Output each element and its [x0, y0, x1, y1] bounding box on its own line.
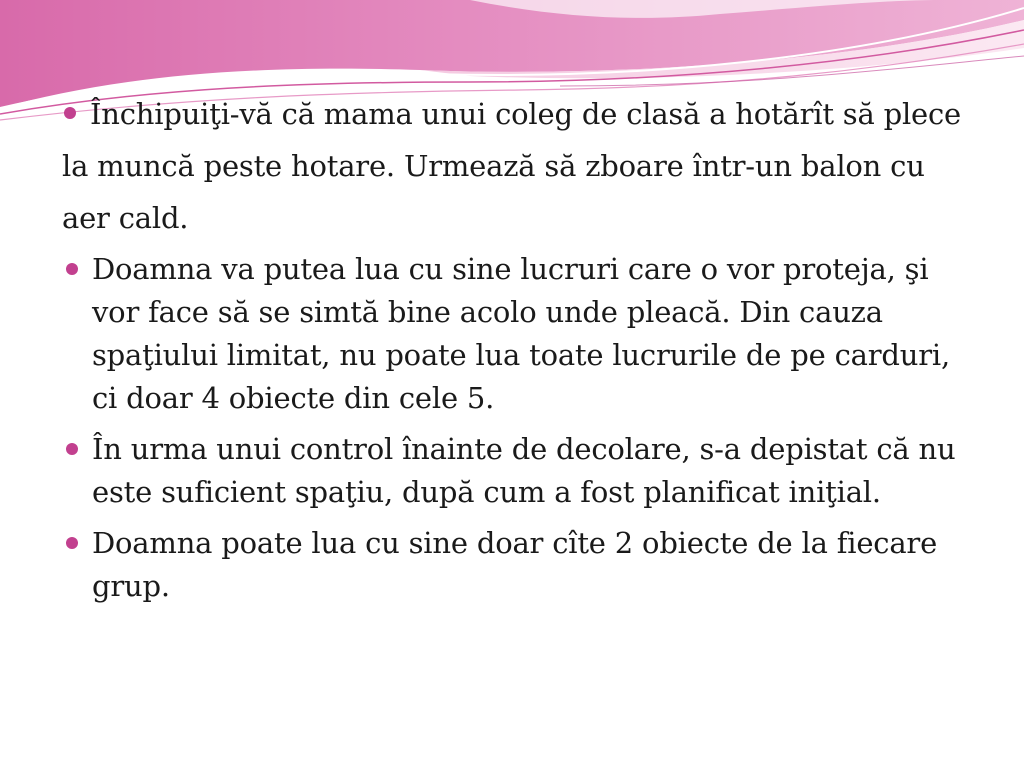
list-item — [62, 248, 962, 420]
list-item — [62, 522, 962, 608]
bullet-icon — [64, 107, 76, 119]
bullet-icon — [66, 263, 78, 275]
bullet-icon — [66, 537, 78, 549]
list-item-text: Doamna va putea lua cu sine lucruri care o vor proteja, şi vor face să se simtă bine acolo unde pleacă. Din cauza spaţiului limitat, nu poate lua toate lucrurile de pe carduri, ci doar 4 obiecte din cele 5. — [92, 252, 950, 415]
list-item-text: În urma unui control înainte de decolare, s-a depistat că nu este suficient spaţiu, după cum a fost planificat iniţial. — [92, 432, 956, 509]
intro-paragraph — [62, 88, 962, 244]
slide-body — [62, 88, 962, 616]
intro-text: Închipuiţi-vă că mama unui coleg de clasă a hotărît să plece la muncă peste hotare. Urmează să zboare într-un balon cu aer cald. — [62, 97, 961, 235]
bullet-list — [62, 248, 962, 608]
bullet-icon — [66, 443, 78, 455]
list-item-text: Doamna poate lua cu sine doar cîte 2 obiecte de la fiecare grup. — [92, 526, 938, 603]
list-item — [62, 428, 962, 514]
